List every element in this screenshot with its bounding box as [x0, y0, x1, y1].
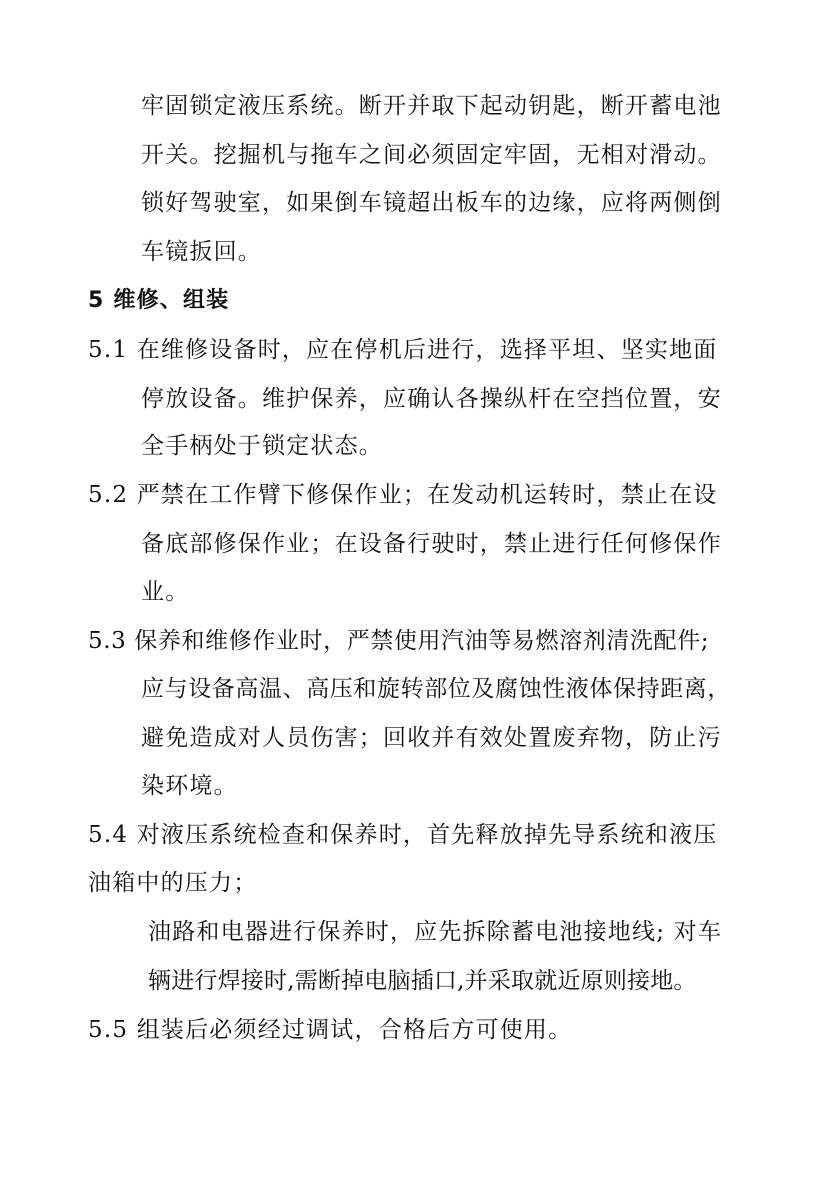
text-line: 车镜扳回。 — [141, 239, 262, 265]
text-line: 5.3 保养和维修作业时，严禁使用汽油等易燃溶剂清洗配件; — [88, 628, 710, 654]
text-line: 备底部修保作业；在设备行驶时，禁止进行任何修保作 — [141, 531, 722, 557]
text-line: 开关。挖掘机与拖车之间必须固定牢固，无相对滑动。 — [141, 142, 722, 168]
text-line: 辆进行焊接时,需断掉电脑插口,并采取就近原则接地。 — [148, 968, 697, 994]
text-line: 油路和电器进行保养时，应先拆除蓄电池接地线; 对车 — [148, 919, 723, 945]
text-line: 5.2 严禁在工作臂下修保作业；在发动机运转时，禁止在设 — [88, 482, 718, 508]
text-line: 油箱中的压力； — [88, 870, 258, 896]
text-line: 染环境。 — [141, 773, 238, 799]
text-line: 5.4 对液压系统检查和保养时，首先释放掉先导系统和液压 — [88, 822, 718, 848]
text-line: 避免造成对人员伤害；回收并有效处置废弃物，防止污 — [141, 725, 722, 751]
text-line: 锁好驾驶室，如果倒车镜超出板车的边缘，应将两侧倒 — [141, 190, 722, 216]
text-line: 停放设备。维护保养，应确认各操纵杆在空挡位置，安 — [141, 386, 722, 412]
text-line: 全手柄处于锁定状态。 — [141, 433, 383, 459]
text-line: 应与设备高温、高压和旋转部位及腐蚀性液体保持距离， — [141, 676, 731, 702]
text-line: 业。 — [141, 579, 190, 605]
text-line: 牢固锁定液压系统。断开并取下起动钥匙，断开蓄电池 — [141, 93, 722, 119]
text-line: 5.5 组装后必须经过调试，合格后方可使用。 — [88, 1017, 573, 1043]
text-line: 5.1 在维修设备时，应在停机后进行，选择平坦、坚实地面 — [88, 337, 718, 363]
section-heading: 5 维修、组装 — [88, 288, 230, 313]
